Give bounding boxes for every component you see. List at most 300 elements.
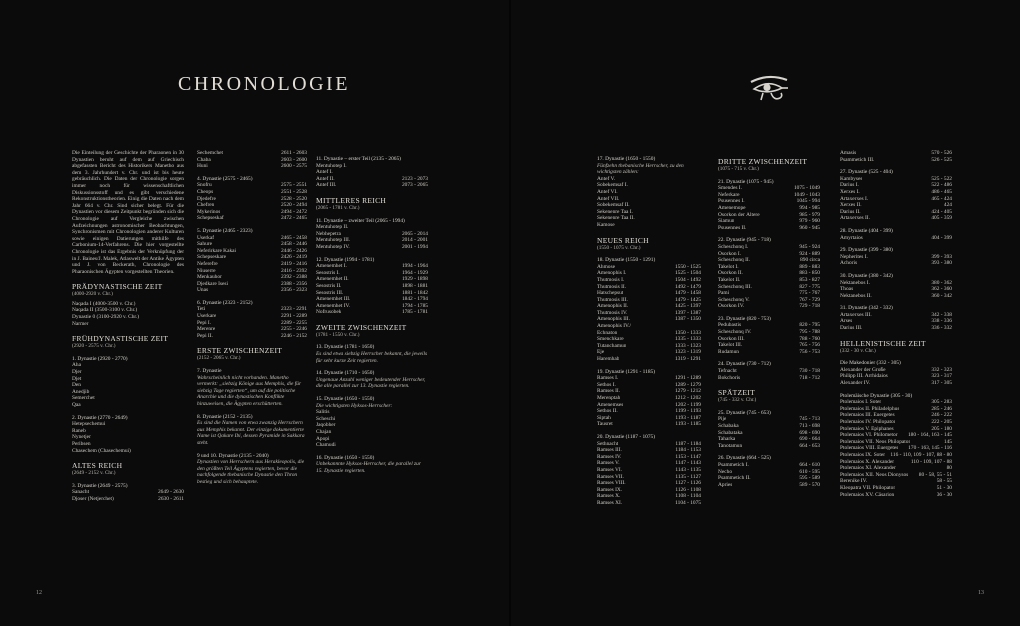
ruler-name: Sobekemsaf II. (597, 202, 630, 209)
ruler-name: Osorkon der Ältere (718, 211, 760, 218)
reign-dates: 595 - 589 (799, 475, 820, 482)
ruler-name: Ptolemaios X. Alexander (840, 458, 895, 465)
reign-dates: 80 - 58, 55 - 51 (918, 471, 952, 478)
ruler-name: Ramses VI. (597, 466, 623, 473)
ruler-name: Niuserre (197, 267, 216, 274)
ruler-row (597, 460, 701, 467)
ruler-row (718, 368, 820, 375)
ruler-row (840, 157, 952, 164)
ruler-row (597, 454, 701, 461)
reign-dates: 1193 - 1185 (675, 421, 701, 428)
ruler-row (718, 469, 820, 476)
ruler-row (840, 286, 952, 293)
ruler-name: Artaxerxes I. (840, 195, 869, 202)
reign-dates: 51 - 30 (936, 484, 952, 491)
ruler-name: Xerxes I. (840, 188, 860, 195)
ruler-name: Scheschonq I. (718, 243, 749, 250)
ruler-row (316, 276, 428, 283)
reign-dates: 2465 - 2458 (280, 234, 307, 241)
ruler-row (840, 280, 952, 287)
note-text: Dynastien von Herrschern aus Herakleopolis, die den größten Teil Ägyptens regierten, bevor die nachfolgende thebanische Dynastie den Thron bestieg und sich behauptete. (197, 459, 305, 485)
reign-dates: 2630 - 2611 (158, 495, 184, 502)
period-dates: (332 - 30 v. Chr.) (840, 347, 876, 354)
ruler-row (840, 452, 952, 459)
reign-dates: 2649 - 2630 (157, 489, 184, 496)
column-2 (197, 150, 307, 486)
ruler-row (597, 277, 701, 284)
reign-dates: 116 - 110, 109 - 107, 88 - 80 (890, 451, 952, 458)
ruler-row (316, 163, 428, 170)
ruler-name: Siamun (718, 218, 735, 225)
ruler-name: Psammetich II. (718, 475, 751, 482)
reign-dates: 1104 - 1075 (675, 499, 701, 506)
ruler-row (718, 264, 820, 271)
ruler-row (840, 412, 952, 419)
ruler-row (597, 349, 701, 356)
ruler-row (316, 263, 428, 270)
ruler-row (840, 189, 952, 196)
reign-dates: 853 - 827 (799, 276, 820, 283)
ruler-row (718, 277, 820, 284)
ruler-row (597, 330, 701, 337)
ruler-row (597, 421, 701, 428)
ruler-name: Scheschonq III. (718, 283, 752, 290)
ruler-row (316, 309, 428, 316)
ruler-row (197, 254, 307, 261)
ruler-name: Nebhepetra (316, 230, 341, 237)
reign-dates: 222 - 205 (931, 419, 952, 425)
ruler-row (718, 462, 820, 469)
reign-dates: 180 - 164, 163 - 145 (907, 432, 952, 439)
period-heading: MITTLERES REICH (316, 195, 387, 205)
ruler-name: Djet (72, 375, 82, 382)
reign-dates: 698 - 690 (799, 429, 820, 436)
reign-dates: 889 - 883 (799, 263, 820, 270)
ruler-name: Darius I. (840, 182, 859, 189)
ruler-row (718, 212, 820, 219)
ruler-row (197, 209, 307, 216)
ruler-name: Psusennes I. (718, 198, 745, 205)
ruler-row (597, 310, 701, 317)
ruler-name: Qaa (72, 402, 81, 408)
ruler-name: Antef I. (316, 169, 333, 176)
reign-dates: 994 - 985 (799, 204, 820, 211)
period-dates: (745 - 332 v. Chr.) (718, 397, 757, 404)
period-heading: DRITTE ZWISCHENZEIT (718, 157, 808, 166)
ruler-name: Snofru (197, 182, 212, 189)
ruler-row (316, 224, 428, 231)
ruler-row (197, 313, 307, 320)
ruler-row (840, 325, 952, 332)
reign-dates: 2065 - 2014 (401, 230, 428, 237)
ruler-name: Ramses IV. (597, 453, 622, 460)
ruler-row (840, 312, 952, 319)
reign-dates: 323 - 317 (931, 373, 952, 380)
ruler-name: Apopi (316, 435, 330, 442)
reign-dates: 2446 - 2426 (280, 247, 307, 254)
ruler-name: Raneb (72, 427, 86, 434)
ruler-row (597, 382, 701, 389)
ruler-name: Amenophis IV./ (597, 323, 632, 330)
reign-dates: 1387 - 1350 (674, 316, 701, 323)
ruler-row (72, 489, 184, 496)
reign-dates: 924 - 889 (799, 250, 820, 257)
ruler-row (718, 198, 820, 205)
reign-dates: 1504 - 1492 (674, 276, 701, 283)
ruler-name: Ramses I. (597, 375, 619, 382)
ruler-name: Djoser (Netjerchet) (72, 495, 114, 502)
reign-dates: 690 - 664 (799, 436, 820, 443)
ruler-name: Ptolemaios IV. Philopator (840, 419, 896, 425)
period-heading: ERSTE ZWISCHENZEIT (197, 346, 283, 356)
ruler-name: Tanotamun (718, 442, 743, 449)
ruler-row (597, 395, 701, 402)
ruler-name: Unas (197, 287, 209, 294)
ruler-name: Takelot III. (718, 342, 743, 349)
reign-dates: 1898 - 1881 (401, 282, 428, 289)
reign-dates: 2014 - 2001 (401, 237, 428, 244)
reign-dates: 589 - 570 (799, 481, 820, 488)
ruler-name: Den (72, 382, 81, 389)
ruler-name: Sanacht (72, 489, 90, 496)
ruler-row (840, 399, 952, 406)
ruler-name: Sobekemsaf I. (597, 182, 628, 189)
ruler-name: Amenemhet IV. (316, 302, 351, 309)
reign-dates: 775 - 767 (799, 290, 820, 297)
ruler-name: Amenemope (718, 204, 746, 211)
reign-dates: 2419 - 2416 (280, 260, 307, 267)
ruler-row (197, 150, 307, 157)
ruler-name: Sesostris I. (316, 269, 340, 276)
reign-dates: 1425 - 1397 (674, 303, 701, 310)
ruler-row (840, 432, 952, 439)
ruler-name: Haremhab (597, 356, 620, 363)
ruler-row (197, 261, 307, 268)
ruler-row (718, 475, 820, 482)
ruler-name: Mentuhotep I. (316, 162, 347, 169)
ruler-row (840, 406, 952, 413)
ruler-row (197, 268, 307, 275)
ruler-row (197, 333, 307, 340)
ruler-row (597, 447, 701, 454)
dynasty-heading: 18. Dynastie (1550 - 1291) (597, 257, 656, 264)
reign-dates: 399 - 393 (931, 253, 952, 260)
ruler-name: Ptolemaios VII. Neos Philopator (840, 438, 911, 445)
reign-dates: 1045 - 994 (796, 198, 820, 205)
ruler-row (597, 493, 701, 500)
ruler-row (718, 349, 820, 356)
ruler-name: Kambyses (840, 175, 863, 182)
ruler-row (840, 485, 952, 492)
ruler-row (718, 375, 820, 382)
period-dates: (4000-2920 v. Chr.) (72, 291, 113, 298)
reign-dates: 883 - 850 (799, 270, 820, 277)
ruler-name: Psusennes II. (718, 224, 747, 231)
reign-dates: 145 (943, 438, 952, 445)
ruler-row (840, 426, 952, 433)
ruler-name: Ptolemaios IX. Soter (840, 451, 886, 458)
ruler-name: Necho (718, 468, 733, 475)
reign-dates: 1108 - 1104 (675, 493, 701, 500)
reign-dates: 1842 - 1794 (401, 296, 428, 303)
reign-dates (425, 169, 428, 176)
ruler-name: Antef II. (316, 175, 335, 182)
dynasty-heading: 30. Dynastie (380 - 342) (840, 272, 893, 279)
dynasty-heading: 28. Dynastie (404 - 399) (840, 227, 893, 234)
ruler-row (840, 445, 952, 452)
ruler-row (197, 196, 307, 203)
ruler-name: Ptolemaios III. Euergetes (840, 412, 895, 419)
reign-dates: 2246 - 2152 (280, 332, 307, 339)
period-dates: (1550 - 1075 v. Chr.) (597, 244, 641, 251)
reign-dates: 486 - 465 (931, 188, 952, 195)
ruler-name: Sesostris III. (316, 289, 344, 296)
reign-dates: 393 - 380 (931, 260, 952, 267)
reign-dates: 1525 - 1504 (674, 270, 701, 277)
reign-dates: 1479 - 1425 (674, 296, 701, 303)
ruler-row (718, 336, 820, 343)
ruler-row (197, 241, 307, 248)
ruler-row (316, 296, 428, 303)
dynasty-heading: 8. Dynastie (2152 - 2135) (197, 413, 253, 420)
reign-dates: 2416 - 2392 (280, 267, 307, 274)
ruler-row (316, 176, 428, 183)
reign-dates: 1335 - 1333 (674, 336, 701, 343)
reign-dates: 405 - 359 (931, 215, 952, 222)
reign-dates: 610 - 595 (799, 468, 820, 475)
reign-dates: 2528 - 2520 (280, 195, 307, 202)
reign-dates: 36 - 30 (936, 491, 952, 498)
ruler-name: Taharka (718, 436, 736, 443)
ruler-name: Naqada II (3500-3100 v. Chr.) (72, 307, 138, 314)
reign-dates: 756 - 753 (799, 348, 820, 355)
ruler-name: Jaqobher (316, 422, 336, 429)
reign-dates: 380 - 362 (931, 279, 952, 286)
reign-dates: 664 - 610 (799, 461, 820, 468)
ruler-row (840, 472, 952, 479)
reign-dates: 1199 - 1193 (675, 408, 701, 415)
ruler-name: Mentuhotep II. (316, 224, 349, 231)
ruler-name: Mentuhotep IV. (316, 243, 350, 250)
ruler-name: Salitis (316, 409, 330, 416)
ruler-name: Ptolemaios VIII. Euergetes (840, 445, 899, 452)
ruler-name: Tefnacht (718, 368, 737, 375)
reign-dates: 1153 - 1147 (675, 453, 701, 460)
ruler-name: Apries (718, 481, 733, 488)
dynasty-heading: 9 und 10. Dynastie (2135 - 2040) (197, 452, 269, 459)
ruler-name: Mentuhotep III. (316, 237, 351, 244)
dynasty-heading: 20. Dynastie (1187 - 1075) (597, 433, 656, 440)
note-text: Es sind etwa siebzig Herrscher bekannt, die jeweils für sehr kurze Zeit regierten. (316, 351, 428, 364)
reign-dates: 1143 - 1135 (675, 466, 701, 473)
ruler-name: Chamudi (316, 442, 336, 449)
reign-dates: 765 - 756 (799, 342, 820, 349)
ruler-row (197, 202, 307, 209)
ruler-row (597, 441, 701, 448)
ruler-row (597, 356, 701, 363)
period-heading: ZWEITE ZWISCHENZEIT (316, 322, 407, 332)
ruler-row (197, 281, 307, 288)
ruler-name: Neferefre (197, 260, 218, 267)
reign-dates: 1881 - 1842 (401, 289, 428, 296)
ruler-name: Sesostris II. (316, 282, 342, 289)
ruler-name: Sekenenre Taa II. (597, 215, 635, 222)
dynasty-heading: 24. Dynastie (730 - 712) (718, 361, 771, 368)
ruler-name: Sekenenre Taa I. (597, 208, 633, 215)
ruler-row (840, 254, 952, 261)
ruler-name: Kleopatra VII. Philopator (840, 484, 896, 491)
ruler-name: Amenophis III. (597, 316, 630, 323)
ruler-row (718, 322, 820, 329)
ruler-name: Ptolemaios V. Epiphanes (840, 425, 894, 432)
reign-dates: 285 - 246 (931, 405, 952, 412)
reign-dates: 745 - 713 (799, 416, 820, 423)
ruler-name: Sethos I. (597, 381, 616, 388)
ruler-row (840, 492, 952, 499)
dynasty-heading: 12. Dynastie (1994 - 1781) (316, 256, 375, 263)
reign-dates: 110 - 109, 107 - 88 (910, 458, 952, 465)
ruler-name: Artaxerxes III. (840, 311, 872, 318)
ruler-row (597, 270, 701, 277)
intro-text: Die Einteilung der Geschichte der Pharaonen in 30 Dynastien beruht auf dem auf Griechisch abgefassten Bericht des Historikers Manetho aus dem 3. Jahrhundert v. Chr. und ist bis heute gebräuchlich. Die Daten der Chronologie sorgen immer noch für wissenschaftlichen Diskussionsstoff und es gibt verschiedene Rekonstruktionstheorien. Einig die Daten nach dem Jahr 664 v. Chr. Sind sicher belegt. Für die Dynastien vor diesem Zeitpunkt begründen sich die Chronologie auf Vergleiche zwischen Aufzeichnungen astronomischer Beobachtungen, Synchronismen mit Chronologien anderer Kulturen sowie einigen Datierungen mithilfe des Carbonium-14-Verfahrens. Die hier vorgestellte Chronologie ist das Ergebnis der Verknüpfung der in J. Baines/J. Malek, Atlaswelt der Antike Ägypten und J. von Beckerath, Chronologie des Pharaonischen Ägypten vorgestellten Theorien. (72, 150, 184, 275)
ruler-row (597, 375, 701, 382)
ruler-name: Amenophis II. (597, 303, 629, 310)
note-text: Fünfzehn thebanische Herrscher, zu den wichtigsten zählen: (597, 162, 684, 176)
ruler-row (718, 430, 820, 437)
reign-dates: 465 - 424 (931, 195, 952, 202)
ruler-name: Osorkon III. (718, 335, 745, 342)
ruler-row (597, 343, 701, 350)
ruler-name: Tausret (597, 421, 613, 428)
note-text: Die wichtigsten Hyksos-Herrscher: (316, 402, 393, 409)
dynasty-heading: 23. Dynastie (820 - 753) (718, 315, 771, 322)
column-3 (316, 150, 428, 475)
ruler-row (597, 408, 701, 415)
reign-dates: 730 - 718 (799, 368, 820, 375)
ruler-row (72, 496, 184, 503)
ruler-row (316, 182, 428, 189)
note-text: Unbekannnte Hyksos-Herrscher, die parallel zur 15. Dynastie regierten. (316, 461, 421, 474)
reign-dates: 1333 - 1323 (674, 342, 701, 349)
ruler-row (197, 235, 307, 242)
reign-dates: 424 (943, 202, 952, 209)
reign-dates: 890 circa (800, 257, 820, 264)
ruler-name: Hetepsechemui (72, 421, 106, 428)
ruler-name: Thutmosis I. (597, 276, 625, 283)
ruler-name: Ptolemaios I. Soter (840, 399, 882, 406)
ruler-name: Psammetich I. (718, 461, 749, 468)
reign-dates: 2073 - 2065 (401, 182, 428, 189)
ruler-name: Artaxerxes II. (840, 215, 870, 222)
reign-dates: 1785 - 1781 (401, 309, 428, 316)
ruler-name: Psammetich III. (840, 156, 875, 163)
ruler-name: Alexander IV. (840, 380, 871, 387)
reign-dates: 767 - 729 (799, 296, 820, 303)
reign-dates: 729 - 718 (799, 303, 820, 310)
ruler-name: Thutmosis III. (597, 296, 628, 303)
reign-dates: 1994 - 1964 (401, 263, 428, 270)
ruler-row (597, 474, 701, 481)
reign-dates: 820 - 795 (799, 322, 820, 329)
reign-dates: 718 - 712 (799, 374, 820, 381)
reign-dates: 713 - 698 (799, 423, 820, 429)
ruler-name: Amenemses (597, 401, 624, 408)
reign-dates: 205 - 180 (931, 425, 952, 432)
period-dates: (2065 - 1781 v. Chr.) (316, 204, 360, 211)
reign-dates: 2255 - 2246 (280, 326, 307, 333)
reign-dates: 1212 - 1202 (674, 395, 701, 401)
ruler-name: Neferkare (718, 191, 740, 198)
period-heading: NEUES REICH (597, 235, 649, 245)
ruler-name: Narmer (72, 320, 89, 327)
reign-dates: 80 (946, 465, 952, 472)
ruler-row (840, 465, 952, 472)
ruler-name: Schepseskaf (197, 215, 224, 222)
period-heading: ALTES REICH (72, 461, 123, 471)
ruler-row (197, 326, 307, 333)
reign-dates: 1397 - 1387 (674, 309, 701, 316)
ruler-name: Ramses XI. (597, 499, 623, 506)
dynasty-heading: Die Makedonier (332 - 305) (840, 360, 901, 367)
ruler-name: Ahmose (597, 263, 615, 270)
ruler-name: Sethos II. (597, 408, 618, 415)
ruler-name: Hatschepsut (597, 290, 624, 297)
ruler-row (718, 251, 820, 258)
ruler-row (718, 342, 820, 349)
dynasty-heading: 19. Dynastie (1291 - 1185) (597, 368, 656, 375)
ruler-row (597, 323, 701, 330)
ruler-row (840, 176, 952, 183)
column-4 (597, 150, 701, 507)
reign-dates: 1193 - 1187 (675, 414, 701, 421)
reign-dates: 2458 - 2446 (280, 241, 307, 248)
ruler-name: Nektanebos I. (840, 279, 870, 286)
ruler-row (197, 248, 307, 255)
reign-dates: 404 - 399 (931, 234, 952, 241)
ruler-row (316, 237, 428, 244)
ruler-row (597, 388, 701, 395)
ruler-row (840, 215, 952, 222)
ruler-row (316, 290, 428, 297)
ruler-row (840, 235, 952, 242)
reign-dates: 2289 - 2255 (280, 319, 307, 326)
ruler-name: Echnaton (597, 329, 618, 336)
ruler-row (718, 185, 820, 192)
ruler-row (718, 329, 820, 336)
ruler-name: Userkare (197, 313, 217, 320)
ruler-name: Pepi I. (197, 319, 212, 326)
dynasty-heading: 3. Dynastie (2649 - 2575) (72, 482, 128, 489)
ruler-name: Merenptah (597, 395, 621, 401)
reign-dates: 342 - 338 (931, 311, 952, 318)
reign-dates: 827 - 775 (799, 283, 820, 290)
reign-dates: 1319 - 1291 (674, 356, 701, 363)
ruler-row (597, 500, 701, 507)
reign-dates: 2323 - 2291 (280, 306, 307, 313)
ruler-name: Menkauhor (197, 274, 222, 281)
ruler-name: Chajan (316, 429, 332, 435)
ruler-name: Rudamun (718, 348, 739, 355)
reign-dates: 1187 - 1184 (675, 440, 701, 447)
ruler-name: Darius III. (840, 325, 863, 332)
reign-dates: 664 - 653 (799, 442, 820, 449)
ruler-row (840, 182, 952, 189)
ruler-row (597, 264, 701, 271)
reign-dates: 1184 - 1153 (675, 447, 701, 454)
ruler-row (840, 202, 952, 209)
period-heading: HELLENISTISCHE ZEIT (840, 338, 926, 348)
reign-dates: 985 - 979 (799, 211, 820, 218)
